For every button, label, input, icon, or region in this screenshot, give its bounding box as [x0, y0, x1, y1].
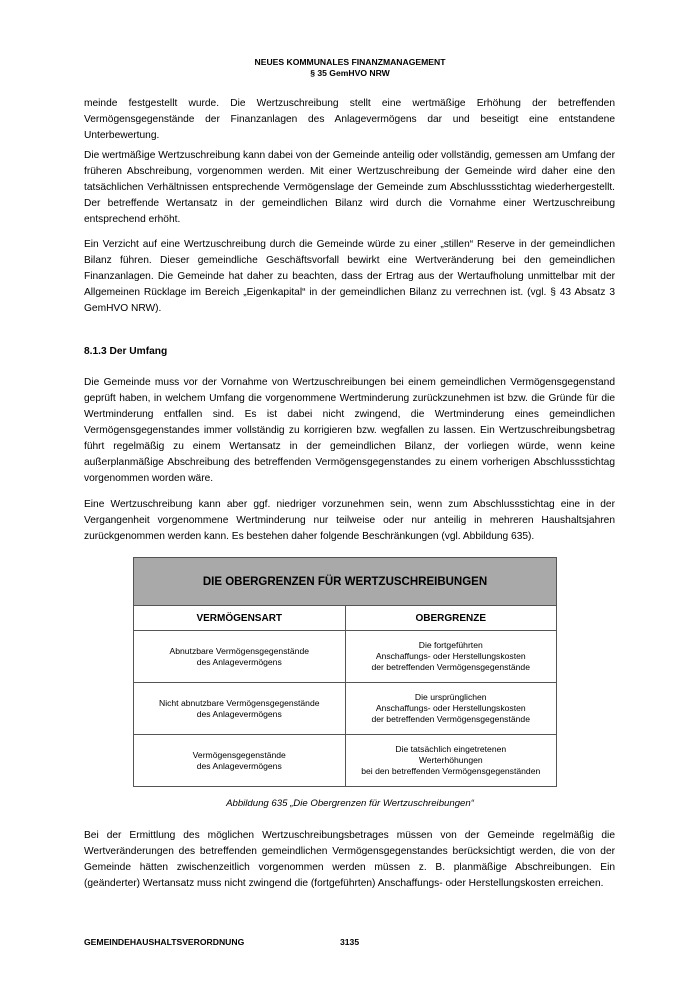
table-cell-grenze: Die ursprünglichen Anschaffungs- oder Herstellungskosten der betreffenden Vermögensgegenstände — [345, 683, 557, 735]
table-cell-grenze: Die tatsächlich eingetretenen Werterhöhungen bei den betreffenden Vermögensgegenständen — [345, 735, 557, 787]
footer-title: GEMEINDEHAUSHALTSVERORDNUNG — [84, 937, 245, 947]
header-subtitle: § 35 GemHVO NRW — [310, 68, 390, 78]
page-number: 3135 — [340, 937, 360, 947]
paragraph-5: Eine Wertzuschreibung kann aber ggf. niedriger vorzunehmen sein, wenn zum Abschlussstichtag eine in der Vergangenheit vorgenommene Wertminderung nur teilweise oder nur anteilig in mehreren Haushaltsjahren zurückgenommen werden kann. Es bestehen daher folgende Beschränkungen (vgl. Abbildung 635). — [84, 499, 615, 542]
paragraph-2: Die wertmäßige Wertzuschreibung kann dabei von der Gemeinde anteilig oder vollständig, gemessen am Umfang der früheren Abschreibung, vorgenommen werden. Mit einer Wertzuschreibung der Gemeinde wird daher eine den tatsächlichen Verhältnissen entsprechende Vermögenslage der Gemeinde zum Abschlussstichtag wiederhergestellt. Der betreffende Wertansatz in der gemeindlichen Bilanz wird durch die Vornahme einer Wertzuschreibung entsprechend erhöht. — [84, 150, 615, 225]
header-title: NEUES KOMMUNALES FINANZMANAGEMENT — [254, 57, 446, 67]
paragraph-6: Bei der Ermittlung des möglichen Wertzuschreibungsbetrages müssen von der Gemeinde regelmäßig die Wertveränderungen des betreffenden gemeindlichen Vermögensgegenstandes berücksichtigt werden, die von der Gemeinde hätten zwischenzeitlich vorgenommen werden müssen z. B. planmäßige Abschreibungen. Ein (geänderter) Wertansatz muss nicht zwingend die (fortgeführten) Anschaffungs- oder Herstellungskosten erreichen. — [84, 830, 615, 889]
table-cell-grenze: Die fortgeführten Anschaffungs- oder Herstellungskosten der betreffenden Vermögensgegenstände — [345, 631, 557, 683]
limits-table — [133, 557, 557, 787]
table-row — [134, 735, 557, 787]
page-header — [0, 57, 700, 79]
table-cell-art: Vermögensgegenstände des Anlagevermögens — [134, 735, 346, 787]
table-row — [134, 631, 557, 683]
paragraph-1: meinde festgestellt wurde. Die Wertzuschreibung stellt eine wertmäßige Erhöhung der betreffenden Vermögensgegenstände der Finanzanlagen des Anlagevermögens dar und beseitigt eine entstandene Unterbewertung. — [84, 98, 615, 141]
table-cell-art: Nicht abnutzbare Vermögensgegenstände des Anlagevermögens — [134, 683, 346, 735]
table-title: DIE OBERGRENZEN FÜR WERTZUSCHREIBUNGEN — [134, 558, 557, 606]
section-heading: 8.1.3 Der Umfang — [84, 346, 168, 357]
paragraph-4: Die Gemeinde muss vor der Vornahme von Wertzuschreibungen bei einem gemeindlichen Vermögensgegenstand geprüft haben, in welchem Umfang die vorgenommene Wertminderung zurückzunehmen ist bzw. die Gründe für die Wertminderung entfallen sind. Es ist dabei nicht zwingend, die Wertminderung eines gemeindlichen Vermögensgegenstandes immer vollständig zu korrigieren bzw. wegfallen zu lassen. Ein Wertzuschreibungsbetrag führt regelmäßig zu einem Wertansatz in der gemeindlichen Bilanz, der vorliegen würde, wenn keine außerplanmäßige Abschreibung des betreffenden Vermögensgegenstandes zu einem vorherigen Abschlussstichtag vorgenommen worden wäre. — [84, 377, 615, 484]
table-cell-art: Abnutzbare Vermögensgegenstände des Anlagevermögens — [134, 631, 346, 683]
table-row — [134, 683, 557, 735]
table-caption: Abbildung 635 „Die Obergrenzen für Wertzuschreibungen“ — [226, 798, 474, 809]
paragraph-3: Ein Verzicht auf eine Wertzuschreibung durch die Gemeinde würde zu einer „stillen“ Reserve in der gemeindlichen Bilanz führen. Dieser gemeindliche Geschäftsvorfall bewirkt eine Wertveränderung bei den gemeindlichen Finanzanlagen. Die Gemeinde hat daher zu beachten, dass der Ertrag aus der Wertaufholung unmittelbar mit der Allgemeinen Rücklage im Bereich „Eigenkapital“ in der gemeindlichen Bilanz zu verrechnen ist. (vgl. § 43 Absatz 3 GemHVO NRW). — [84, 239, 615, 314]
column-header-art: VERMÖGENSART — [134, 606, 346, 631]
column-header-grenze: OBERGRENZE — [345, 606, 557, 631]
